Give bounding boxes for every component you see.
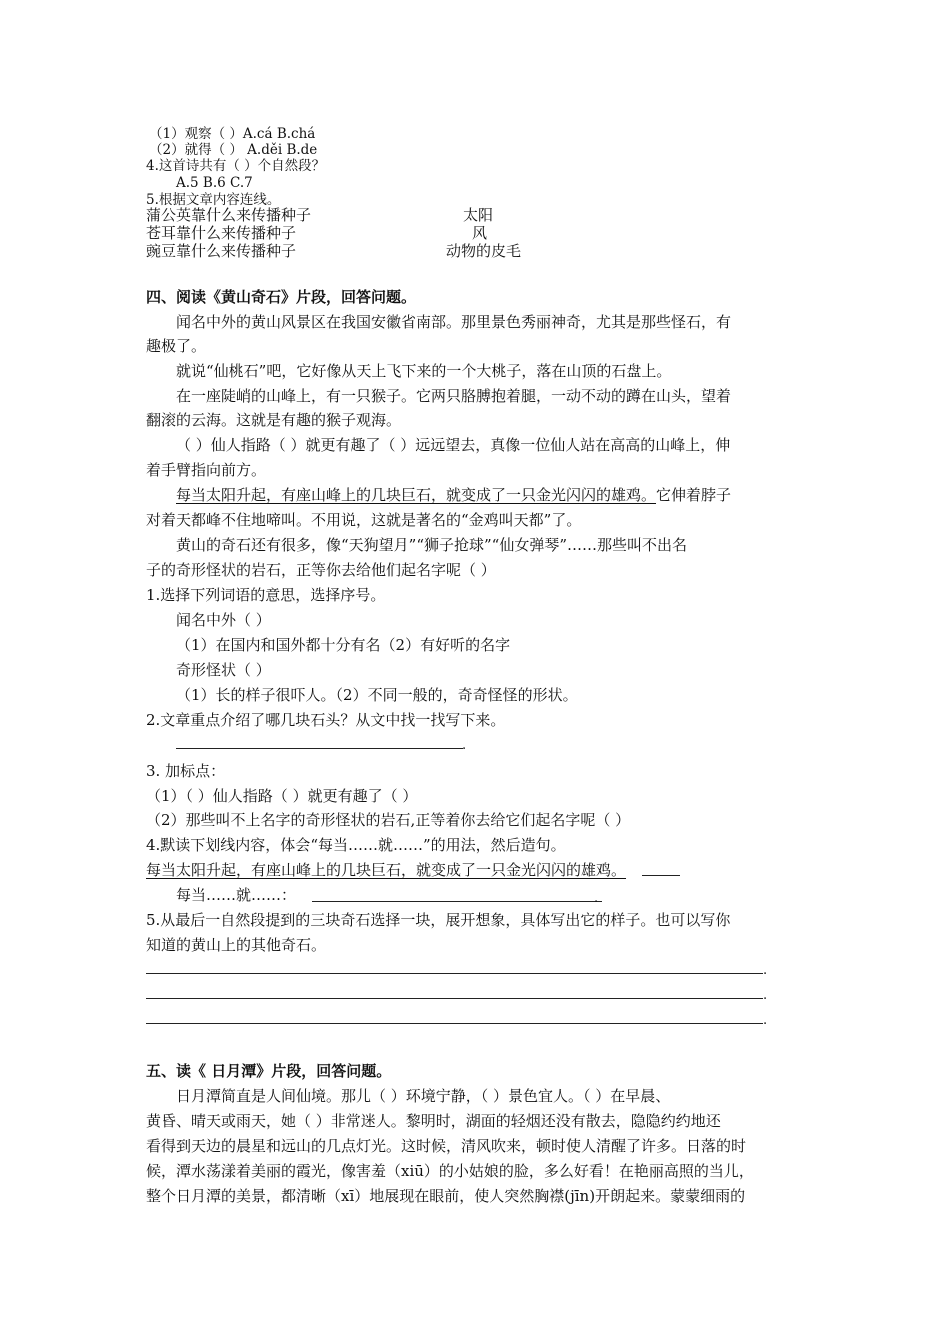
sec4-q3-item1: （1）（ ）仙人指路（ ）就更有趣了（ ）	[146, 787, 418, 805]
sec4-q1: 1.选择下列词语的意思，选择序号。	[146, 586, 386, 604]
sec4-q4-prompt: 每当……就……：	[176, 886, 297, 904]
q4-sentence-underline-ext	[642, 875, 680, 876]
sec4-q1-word1-options: （1）在国内和国外都十分有名（2）有好听的名字	[176, 636, 511, 654]
q2-answer-period: .	[462, 738, 467, 753]
q5-question: 5.根据文章内容连线。	[146, 192, 281, 208]
q5-answer-period-1: .	[763, 963, 768, 978]
underlined-sentence: 每当太阳升起，有座山峰上的几块巨石，就变成了一只金光闪闪的雄鸡。	[176, 486, 657, 504]
sec5-line4: 候，潭水荡漾着美丽的霞光，像害羞（xiū）的小姑娘的脸，多么好看！在艳丽高照的当儿，	[146, 1162, 754, 1180]
sec4-q5a: 5.从最后一自然段提到的三块奇石选择一块，展开想象，具体写出它的样子。也可以写你	[146, 911, 731, 929]
sec4-q4: 4.默读下划线内容，体会“每当……就……”的用法，然后造句。	[146, 836, 566, 854]
sec5-line5: 整个日月潭的美景，都清晰（xī）地展现在眼前，使人突然胸襟(jīn)开朗起来。蒙蒙细雨的	[146, 1187, 746, 1205]
sec5-line2: 黄昏、晴天或雨天，她（ ）非常迷人。黎明时，湖面的轻烟还没有散去，隐隐约约地还	[146, 1112, 721, 1130]
q4-options: A.5 B.6 C.7	[176, 175, 253, 191]
sec4-p4b: 着手臂指向前方。	[146, 461, 267, 479]
q5-answer-period-2: .	[763, 988, 768, 1003]
q4-answer-period: .	[594, 891, 599, 906]
sec4-p5a-rest: 它伸着脖子	[656, 486, 732, 504]
sec5-line3: 看得到天边的晨星和远山的几点灯光。这时候，清风吹来，顿时使人清醒了许多。日落的时	[146, 1137, 747, 1155]
sec4-p1a: 闻名中外的黄山风景区在我国安徽省南部。那里景色秀丽神奇，尤其是那些怪石，有	[176, 313, 732, 331]
sec4-q1-word2-options: （1）长的样子很吓人。（2）不同一般的，奇奇怪怪的形状。	[176, 686, 578, 704]
sec4-p3a: 在一座陡峭的山峰上，有一只猴子。它两只胳膊抱着腿，一动不动的蹲在山头，望着	[176, 387, 732, 405]
match-left-3: 豌豆靠什么来传播种子	[146, 242, 297, 260]
sec4-q3-item2: （2）那些叫不上名字的奇形怪状的岩石,正等着你去给它们起名字呢（ ）	[146, 811, 631, 829]
sec4-p6a: 黄山的奇石还有很多，像“天狗望月”“狮子抢球”“仙女弹琴”……那些叫不出名	[176, 536, 688, 554]
sec4-p5a	[176, 485, 731, 505]
sec4-p6b: 子的奇形怪状的岩石，正等你去给他们起名字呢（ ）	[146, 561, 496, 579]
q3-item1: （1）观察（ ）A.cá B.chá	[149, 126, 316, 142]
sec4-q1-word1: 闻名中外（ ）	[176, 611, 271, 629]
q5-answer-line-2[interactable]	[146, 998, 763, 999]
section5-title: 五、读《 日月潭》片段，回答问题。	[146, 1062, 392, 1080]
sec4-q2: 2.文章重点介绍了哪几块石头？从文中找一找写下来。	[146, 711, 506, 729]
q5-answer-period-3: .	[763, 1013, 768, 1028]
sec4-q4-sentence: 每当太阳升起，有座山峰上的几块巨石，就变成了一只金光闪闪的雄鸡。	[146, 861, 627, 879]
section4-title: 四、阅读《黄山奇石》片段，回答问题。	[146, 288, 417, 306]
match-right-3: 动物的皮毛	[446, 242, 522, 260]
sec4-p5b: 对着天都峰不住地啼叫。不用说，这就是著名的“金鸡叫天都”了。	[146, 511, 582, 529]
sec4-p2: 就说“仙桃石”吧，它好像从天上飞下来的一个大桃子，落在山顶的石盘上。	[176, 362, 672, 380]
q3-item2: （2）就得（ ） A.děi B.de	[149, 142, 318, 158]
q2-answer-line[interactable]	[176, 748, 463, 749]
sec4-p3b: 翻滚的云海。这就是有趣的猴子观海。	[146, 411, 402, 429]
sec4-q3: 3. 加标点：	[146, 762, 226, 780]
q4-question: 4.这首诗共有（ ）个自然段？	[146, 158, 326, 174]
sec4-p1b: 趣极了。	[146, 337, 207, 355]
sec4-q5b: 知道的黄山上的其他奇石。	[146, 936, 327, 954]
sec4-p4a: （ ）仙人指路（ ）就更有趣了（ ）远远望去，真像一位仙人站在高高的山峰上，伸	[176, 436, 731, 454]
q5-answer-line-3[interactable]	[146, 1023, 763, 1024]
sec4-q1-word2: 奇形怪状（ ）	[176, 661, 271, 679]
q5-answer-line-1[interactable]	[146, 973, 763, 974]
q4-answer-line[interactable]	[312, 901, 602, 902]
sec5-line1: 日月潭简直是人间仙境。那儿（ ）环境宁静，（ ）景色宜人。（ ）在早晨、	[176, 1087, 671, 1105]
match-right-1: 太阳	[463, 206, 494, 224]
match-left-2: 苍耳靠什么来传播种子	[146, 224, 297, 242]
match-left-1: 蒲公英靠什么来传播种子	[146, 206, 312, 224]
match-right-2: 风	[472, 224, 488, 242]
